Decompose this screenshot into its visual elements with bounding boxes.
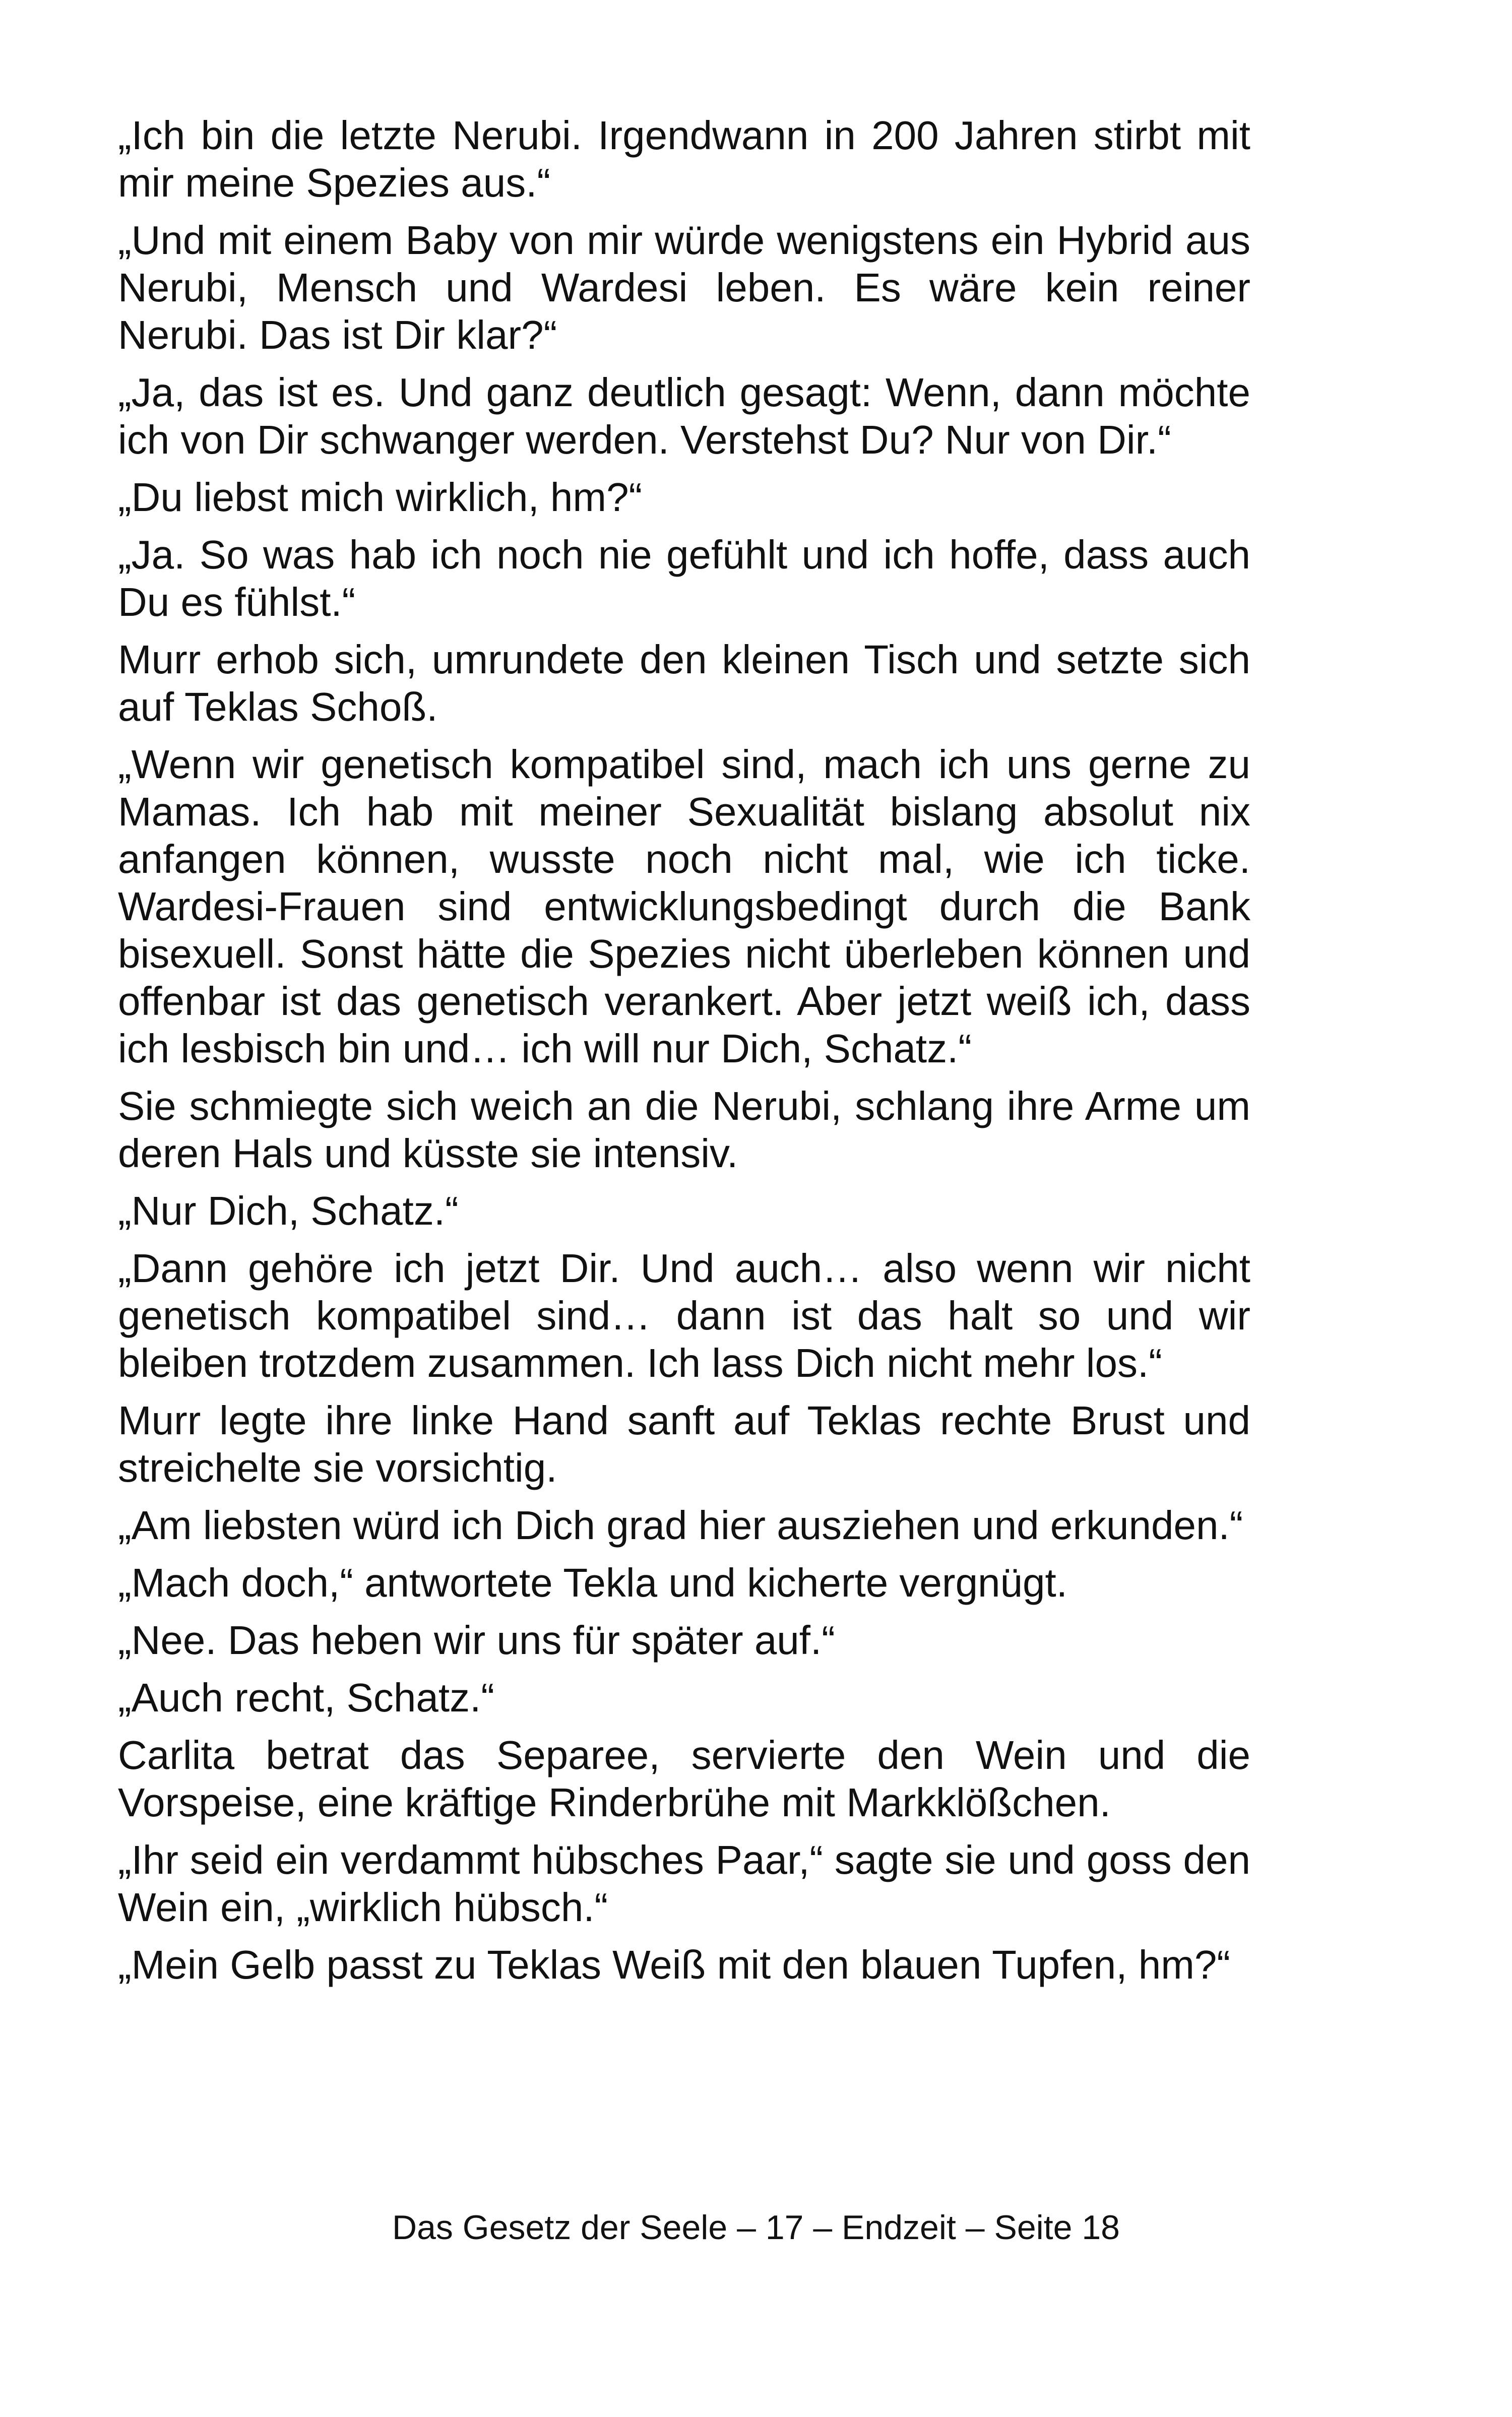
paragraph: „Ja, das ist es. Und ganz deutlich gesagt: Wenn, dann möchte ich von Dir schwanger werden. Verstehst Du? Nur von Dir.“ [118,370,1250,462]
paragraph: „Mach doch,“ antwortete Tekla und kicherte vergnügt. [118,1560,1067,1605]
paragraph: „Ja. So was hab ich noch nie gefühlt und ich hoffe, dass auch Du es fühlst.“ [118,532,1250,624]
paragraph: „Ihr seid ein verdammt hübsches Paar,“ sagte sie und goss den Wein ein, „wirklich hübsch.“ [118,1837,1250,1930]
paragraph: „Nur Dich, Schatz.“ [118,1188,459,1233]
paragraph: „Am liebsten würd ich Dich grad hier ausziehen und erkunden.“ [118,1503,1243,1548]
paragraph: „Ich bin die letzte Nerubi. Irgendwann in 200 Jahren stirbt mit mir meine Spezies aus.“ [118,113,1250,205]
paragraph: „Wenn wir genetisch kompatibel sind, mach ich uns gerne zu Mamas. Ich hab mit meiner Sexualität bislang absolut nix anfangen können, wusste noch nicht mal, wie ich ticke. Wardesi-Frauen sind entwicklungsbedingt durch die Bank bisexuell. Sonst hätte die Spezies nicht überleben können und offenbar ist das genetisch verankert. Aber jetzt weiß ich, dass ich lesbisch bin und… ich will nur Dich, Schatz.“ [118,742,1250,1071]
paragraph: „Dann gehöre ich jetzt Dir. Und auch… also wenn wir nicht genetisch kompatibel sind… dann ist das halt so und wir bleiben trotzdem zusammen. Ich lass Dich nicht mehr los.“ [118,1246,1250,1385]
body-text [118,112,1250,1999]
paragraph: Carlita betrat das Separee, servierte den Wein und die Vorspeise, eine kräftige Rinderbrühe mit Markklößchen. [118,1733,1250,1825]
paragraph: „Und mit einem Baby von mir würde wenigstens ein Hybrid aus Nerubi, Mensch und Wardesi leben. Es wäre kein reiner Nerubi. Das ist Dir klar?“ [118,218,1250,357]
paragraph: „Du liebst mich wirklich, hm?“ [118,475,643,520]
paragraph: Sie schmiegte sich weich an die Nerubi, schlang ihre Arme um deren Hals und küsste sie intensiv. [118,1084,1250,1176]
paragraph: „Nee. Das heben wir uns für später auf.“ [118,1618,835,1663]
paragraph: „Mein Gelb passt zu Teklas Weiß mit den blauen Tupfen, hm?“ [118,1942,1230,1987]
paragraph: Murr legte ihre linke Hand sanft auf Teklas rechte Brust und streichelte sie vorsichtig. [118,1398,1250,1490]
paragraph: Murr erhob sich, umrundete den kleinen Tisch und setzte sich auf Teklas Schoß. [118,637,1250,729]
paragraph: „Auch recht, Schatz.“ [118,1675,494,1720]
page-footer: Das Gesetz der Seele – 17 – Endzeit – Seite 18 [392,2208,1120,2247]
